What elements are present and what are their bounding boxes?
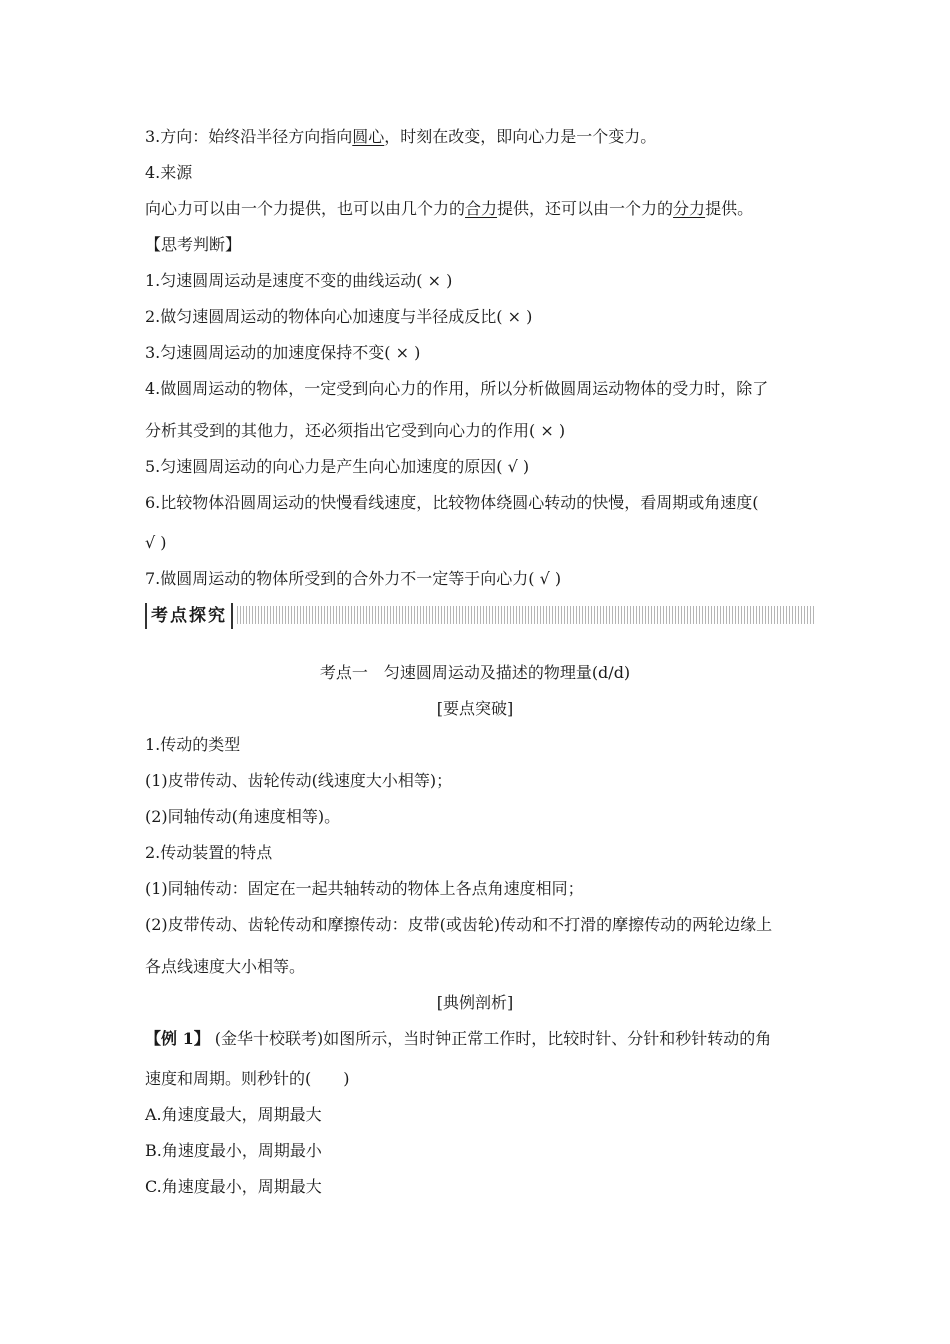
section-banner: [145, 603, 815, 629]
source-heading: 4.来源: [145, 163, 193, 182]
underlined-term: 分力: [673, 199, 706, 218]
example-label: 【例 1】: [145, 1029, 210, 1048]
judge-item-7: 7.做圆周运动的物体所受到的合外力不一定等于向心力( √ ): [145, 569, 562, 588]
judge-item-6: 6.比较物体沿圆周运动的快慢看线速度，比较物体绕圆心转动的快慢，看周期或角速度(: [145, 493, 759, 512]
transmission-feature-1: (1)同轴传动：固定在一起共轴转动的物体上各点角速度相同；: [145, 879, 584, 898]
judge-item-3: 3.匀速圆周运动的加速度保持不变( × ): [145, 343, 421, 362]
judge-item-5: 5.匀速圆周运动的向心力是产生向心加速度的原因( √ ): [145, 457, 530, 476]
option-c: C.角速度最小，周期最大: [145, 1177, 322, 1196]
transmission-feature-2-cont: 各点线速度大小相等。: [145, 957, 306, 976]
judge-item-4-cont: 分析其受到的其他力，还必须指出它受到向心力的作用( × ): [145, 421, 566, 440]
underlined-term: 合力: [465, 199, 498, 218]
example-analysis-heading: [典例剖析]: [436, 993, 514, 1012]
judge-item-2: 2.做匀速圆周运动的物体向心加速度与半径成反比( × ): [145, 307, 533, 326]
text-segment: 提供。: [705, 199, 754, 218]
example-text: (金华十校联考)如图所示，当时钟正常工作时，比较时针、分针和秒针转动的角: [209, 1029, 772, 1048]
text-segment: 3.方向：始终沿半径方向指向: [145, 127, 353, 146]
banner-stripe: [237, 606, 815, 624]
option-a: A.角速度最大，周期最大: [145, 1105, 322, 1124]
direction-line: [145, 126, 656, 148]
think-judge-heading: 【思考判断】: [145, 235, 242, 254]
transmission-features-heading: 2.传动装置的特点: [145, 843, 273, 862]
section-title: 考点一 匀速圆周运动及描述的物理量(d/d): [319, 663, 631, 682]
text-segment: 提供，还可以由一个力的: [497, 199, 674, 218]
transmission-type-2: (2)同轴传动(角速度相等)。: [145, 807, 341, 826]
judge-item-4: 4.做圆周运动的物体，一定受到向心力的作用，所以分析做圆周运动物体的受力时，除了: [145, 379, 769, 398]
judge-item-6-cont: √ ): [145, 533, 167, 552]
transmission-feature-2: (2)皮带传动、齿轮传动和摩擦传动：皮带(或齿轮)传动和不打滑的摩擦传动的两轮边缘上: [145, 915, 773, 934]
text-segment: ，时刻在改变，即向心力是一个变力。: [384, 127, 657, 146]
example-1-cont: 速度和周期。则秒针的( ): [145, 1069, 350, 1088]
transmission-type-1: (1)皮带传动、齿轮传动(线速度大小相等)；: [145, 771, 453, 790]
key-points-heading: [要点突破]: [436, 699, 514, 718]
option-b: B.角速度最小，周期最小: [145, 1141, 322, 1160]
text-segment: 向心力可以由一个力提供，也可以由几个力的: [145, 199, 466, 218]
banner-title: 考点探究: [145, 603, 233, 629]
example-1: [145, 1028, 771, 1050]
judge-item-1: 1.匀速圆周运动是速度不变的曲线运动( × ): [145, 271, 453, 290]
underlined-term: 圆心: [352, 127, 385, 146]
transmission-types-heading: 1.传动的类型: [145, 735, 241, 754]
source-line: [145, 198, 753, 220]
